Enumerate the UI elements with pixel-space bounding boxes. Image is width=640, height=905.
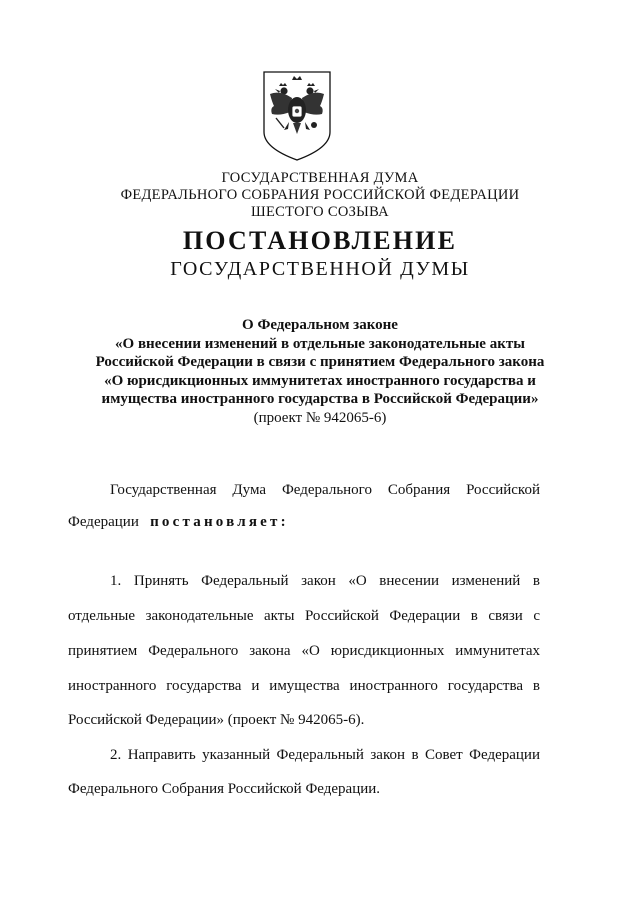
intro-line-resolves [68,513,540,531]
paragraph-2-line: Федерального Собрания Российской Федерации. [68,781,381,797]
header-line-assembly: ФЕДЕРАЛЬНОГО СОБРАНИЯ РОССИЙСКОЙ ФЕДЕРАЦИИ [120,187,520,203]
header-line-convocation: ШЕСТОГО СОЗЫВА [251,204,389,220]
document-subject [0,316,640,427]
subject-line: О Федеральном законе [242,317,398,333]
resolves-word: постановляет: [150,514,289,530]
coat-of-arms-emblem [262,70,332,162]
intro-line: Государственная Дума Федерального Собрания Российской [110,482,540,498]
double-headed-eagle-icon [262,70,332,162]
header-line-duma: ГОСУДАРСТВЕННАЯ ДУМА [221,170,419,186]
subject-line: «О юрисдикционных иммунитетах иностранного государства и [104,372,536,389]
issuer-header [0,170,640,221]
bill-number: (проект № 942065-6) [253,409,387,426]
document-title: ПОСТАНОВЛЕНИЕ [182,226,458,255]
paragraph-2-line: 2. Направить указанный Федеральный закон в Совет Федерации [110,747,540,763]
paragraph-1-line: принятием Федерального закона «О юрисдикционных иммунитетах [68,643,540,659]
subject-line: «О внесении изменений в отдельные законодательные акты [115,335,525,352]
document-subtitle: ГОСУДАРСТВЕННОЙ ДУМЫ [170,258,470,280]
subject-line: Российской Федерации в связи с принятием Федерального закона [95,354,545,370]
intro-word: Федерации [68,514,139,530]
paragraph-1-line: иностранного государства и имущества иностранного государства в [68,678,540,694]
paragraph-1-line: отдельные законодательные акты Российской Федерации в связи с [68,608,540,624]
paragraph-1-line: Российской Федерации» (проект № 942065-6). [68,712,365,728]
subject-line: имущества иностранного государства в Российской Федерации» [101,391,539,407]
paragraph-1-line: 1. Принять Федеральный закон «О внесении изменений в [110,573,540,589]
